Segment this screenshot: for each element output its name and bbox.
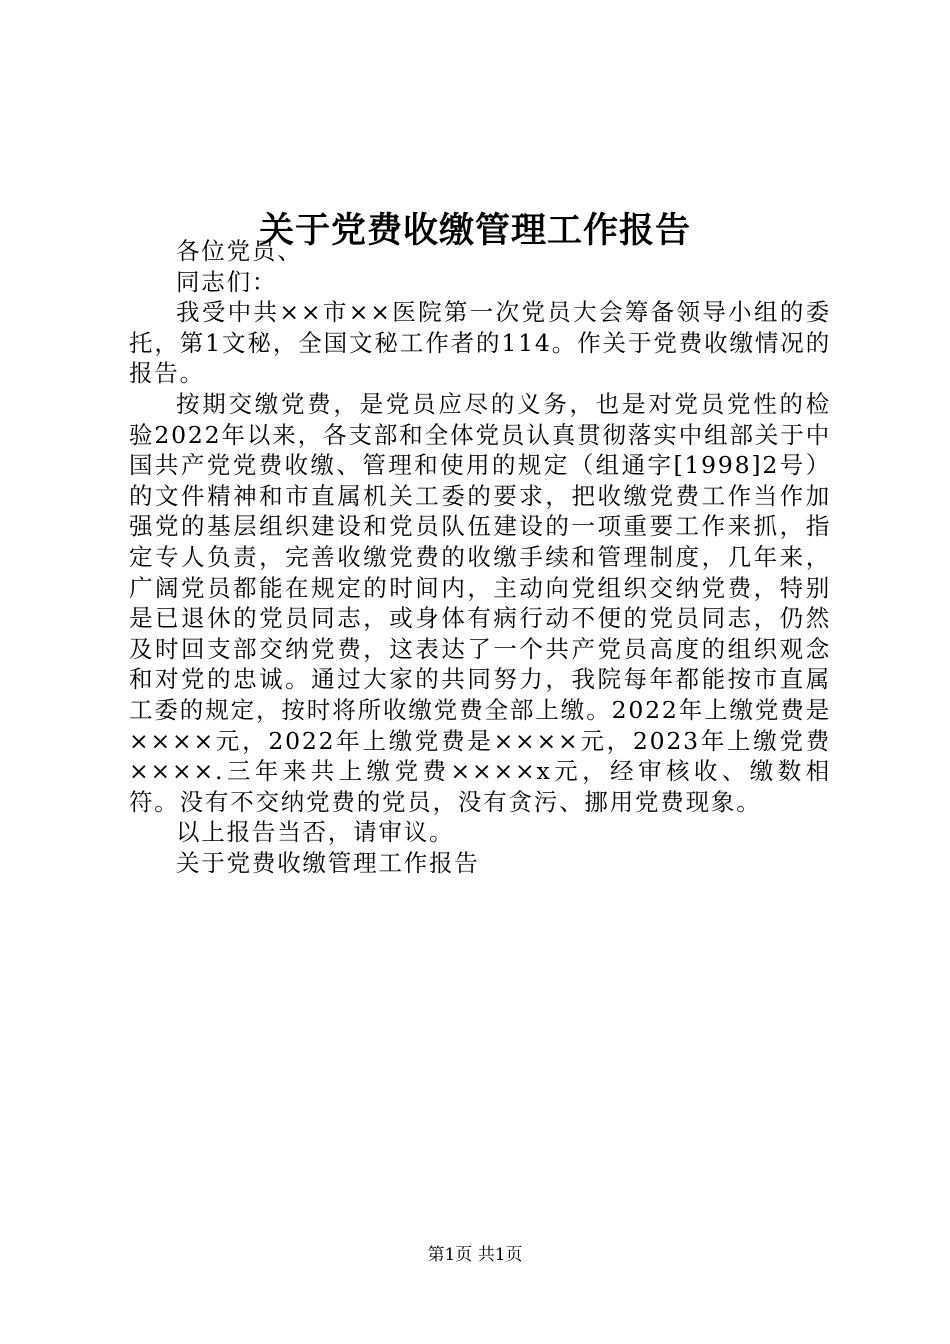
body-paragraph: 我受中共××市××医院第一次党员大会筹备领导小组的委托，第1文秘，全国文秘工作者的114。作关于党费收缴情况的报告。 (129, 298, 831, 388)
document-body (129, 236, 831, 878)
body-paragraph: 按期交缴党费，是党员应尽的义务，也是对党员党性的检验2022年以来，各支部和全体党员认真贯彻落实中组部关于中国共产党党费收缴、管理和使用的规定（组通字[1998]2号）的文件精神和市直属机关工委的要求，把收缴党费工作当作加强党的基层组织建设和党员队伍建设的一项重要工作来抓，指定专人负责，完善收缴党费的收缴手续和管理制度，几年来，广阔党员都能在规定的时间内，主动向党组织交纳党费，特别是已退休的党员同志，或身体有病行动不便的党员同志，仍然及时回支部交纳党费，这表达了一个共产党员高度的组织观念和对党的忠诚。通过大家的共同努力，我院每年都能按市直属工委的规定，按时将所收缴党费全部上缴。2022年上缴党费是××××元，2022年上缴党费是××××元，2023年上缴党费××××.三年来共上缴党费××××x元，经审核收、缴数相符。没有不交纳党费的党员，没有贪污、挪用党费现象。 (129, 389, 831, 816)
salutation-line: 同志们： (176, 267, 278, 296)
closing-title-line: 关于党费收缴管理工作报告 (176, 848, 480, 877)
document-title: 关于党费收缴管理工作报告 (258, 210, 691, 252)
salutation-line: 各位党员、 (176, 237, 303, 265)
closing-line: 以上报告当否，请审议。 (176, 818, 455, 847)
page-number-footer: 第1页 共1页 (427, 1245, 523, 1265)
